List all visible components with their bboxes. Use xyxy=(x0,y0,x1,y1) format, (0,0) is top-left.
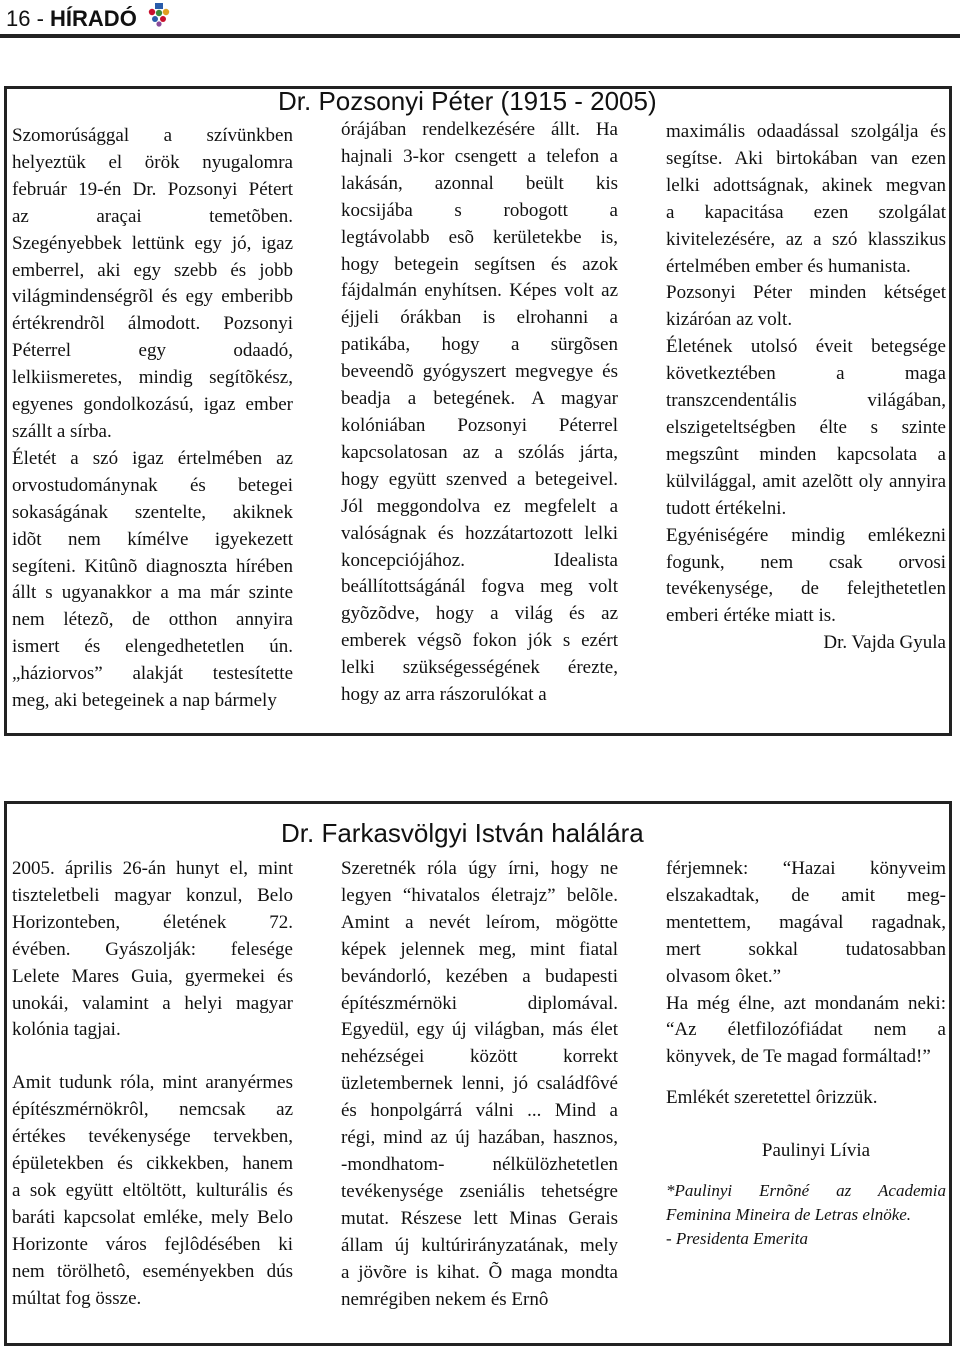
text-line: maximális odaadással szolgálja és xyxy=(666,121,946,142)
text-line: “Az életfilozófiádat nem a xyxy=(666,1019,946,1041)
text-line: kolóniában Pozsonyi Péterrel xyxy=(341,414,618,436)
text-line: emberrel, aki egy szebb és jobb xyxy=(12,259,293,281)
text-line: beadja a betegének. A magyar xyxy=(341,388,618,410)
text-line: Egyéniségére mindig emlékezni xyxy=(666,524,946,546)
text-line: hajnali 3-kor csengett a telefon a xyxy=(341,145,618,167)
text-line: Jól meggondolva ez megfelelt a xyxy=(341,495,618,517)
text-line: nehézségei között korrekt xyxy=(341,1046,618,1068)
text-line: Amint a nevét leírom, mögötte xyxy=(341,911,618,933)
article-title-farkasvolgyi: Dr. Farkasvölgyi István halálára xyxy=(281,818,644,848)
text-line: tudott értékelni. xyxy=(666,497,787,519)
text-line: - Presidenta Emerita xyxy=(666,1229,808,1249)
text-line: lakásán, azonnal beült kis xyxy=(341,172,618,194)
text-line: patikába, hogy a sürgõsen xyxy=(341,334,618,356)
text-line: meg, aki betegeinek a nap bármely xyxy=(12,690,277,712)
text-line: és honpolgárrá válni ... Mind a xyxy=(341,1100,618,1122)
text-line: transzcendentális világában, xyxy=(666,390,946,412)
article1-signature: Dr. Vajda Gyula xyxy=(823,632,946,654)
section-title: HÍRADÓ xyxy=(50,6,137,31)
article2-signature: Paulinyi Lívia xyxy=(761,1140,871,1162)
page-header xyxy=(0,0,960,40)
text-line: világmindenségrõl és egy emberibb xyxy=(12,286,293,308)
text-line: Szomorúsággal a szívünkben xyxy=(12,125,293,146)
text-line: koncepciójához. Idealista xyxy=(341,549,618,571)
text-line: fogunk, nem csak orvosi xyxy=(666,551,946,573)
text-line: hogy együtt szenved a betegeivel. xyxy=(341,468,618,490)
text-line: elszigeteltségben élte s szinte xyxy=(666,416,946,438)
hungarian-emblem-icon xyxy=(148,3,170,27)
text-line: orvostudománynak és betegei xyxy=(12,474,293,496)
text-line: kizáróan az volt. xyxy=(666,309,793,331)
text-line: gyõzõdve, hogy a világ és az xyxy=(341,603,618,625)
page-number: 16 - xyxy=(6,6,51,31)
text-line: képek jelennek meg, mint fiatal xyxy=(341,938,618,960)
article1-column-2 xyxy=(341,117,618,709)
text-line: ismert és elengedhetetlen ún. xyxy=(12,636,293,658)
text-line: emberek végsõ fokon jók s ezért xyxy=(341,630,618,652)
article2-column-3 xyxy=(666,856,946,1251)
text-line: tevékenysége, de felejthetetlen xyxy=(666,578,946,600)
text-line: értékes tevékenysége tervekben, xyxy=(12,1126,293,1148)
text-line: hogy az arra rászorulókat a xyxy=(341,684,547,706)
text-line: -mondhatom- nélkülözhetetlen xyxy=(341,1153,618,1175)
text-line: mutat. Részese lett Minas Gerais xyxy=(341,1207,618,1229)
text-line: Szegényebbek lettünk egy jó, igaz xyxy=(12,232,293,254)
text-line: lelki szükségességének érezte, xyxy=(341,657,618,679)
text-line: múltat fog össze. xyxy=(12,1287,142,1309)
text-line: valóságnak és hozzátartozott lelki xyxy=(341,522,618,544)
text-line: megszûnt minden kapcsolata a xyxy=(666,443,946,465)
text-line: lelkiismeretes, mindig segítõkész, xyxy=(12,367,293,389)
text-line: Pozsonyi Péter minden kétséget xyxy=(666,282,946,304)
text-line: tevékenysége zseniális tehetségre xyxy=(341,1180,618,1202)
text-line: üzletembernek lenni, jó családfôvé xyxy=(341,1073,618,1095)
text-line: építészmérnöki diplomával. xyxy=(341,992,618,1014)
text-line: állam új kultúrirányzatának, mely xyxy=(341,1234,618,1256)
text-line: legtávolabb esõ kerületekbe is, xyxy=(341,226,618,248)
text-line: idõt nem kímélve igyekezett xyxy=(12,528,293,550)
text-line: Horizonte város fejlôdésében ki xyxy=(12,1233,293,1255)
text-line: épületekben és cikkekben, hanem xyxy=(12,1153,293,1175)
text-line: a kapacitása ezen szolgálat xyxy=(666,201,946,223)
text-line: bevándorló, kezében a budapesti xyxy=(341,965,618,987)
article2-column-1 xyxy=(12,856,293,1313)
text-line: nem törölhetô, eseményekben dús xyxy=(12,1260,293,1282)
text-line: Egyedül, egy új világban, más élet xyxy=(341,1019,618,1041)
text-line: Életének utolsó éveit betegsége xyxy=(666,336,946,358)
text-line: „háziorvos” alakját testesítette xyxy=(12,663,293,685)
text-line: a jövõre is kihat. Õ maga mondta xyxy=(341,1261,618,1283)
text-line: külvilággal, amit azelõtt oly annyira xyxy=(666,470,946,492)
text-line: Ha még élne, azt mondanám neki: xyxy=(666,992,946,1014)
text-line: az araçai temetõben. xyxy=(12,205,293,227)
text-line: könyvek, de Te magad formáltad!” xyxy=(666,1046,931,1068)
text-line: szállt a sírba. xyxy=(12,420,112,442)
text-line: éjjeli órákban is elrohanni a xyxy=(341,307,618,329)
text-line: Lelete Mares Guia, gyermekei és xyxy=(12,965,293,987)
text-line: 2005. április 26-án hunyt el, mint xyxy=(12,858,293,879)
text-line: fájdalmán enyhítsen. Képes volt az xyxy=(341,280,618,302)
text-line: nem létezõ, de otthon annyira xyxy=(12,609,293,631)
text-line: *Paulinyi Ernõné az Academia xyxy=(666,1181,946,1201)
text-line: Életét a szó igaz értelmében az xyxy=(12,447,293,469)
text-line: kolónia tagjai. xyxy=(12,1019,121,1041)
text-line: unokái, valamint a helyi magyar xyxy=(12,992,293,1014)
text-line: férjemnek: “Hazai könyveim xyxy=(666,858,946,879)
text-line: beállítottságánál fogva meg volt xyxy=(341,576,618,598)
text-line: évében. Gyászolják: felesége xyxy=(12,938,293,960)
text-line: állt s ugyanakkor a ma már szinte xyxy=(12,582,293,604)
text-line: mentettem, magával ragadnak, xyxy=(666,911,946,933)
text-line: lelki adottságnak, akinek megvan xyxy=(666,174,946,196)
text-line: kivitelezésére, az a szó klasszikus xyxy=(666,228,946,250)
text-line: sokaságának szentelte, akiknek xyxy=(12,501,293,523)
text-line: egyenes gondolkozású, igaz ember xyxy=(12,394,293,416)
text-line: beveendõ gyógyszert megvegye és xyxy=(341,361,618,383)
text-line: baráti kapcsolat emléke, mely Belo xyxy=(12,1206,293,1228)
article-title-pozsonyi: Dr. Pozsonyi Péter (1915 - 2005) xyxy=(278,86,657,116)
text-line: segíteni. Kitûnõ diagnoszta hírében xyxy=(12,555,293,577)
text-line: következtében a maga xyxy=(666,363,946,385)
text-line: Amit tudunk róla, mint aranyérmes xyxy=(12,1072,293,1094)
text-line: órájában rendelkezésére állt. Ha xyxy=(341,119,618,140)
text-line: hogy betegein segítsen és azok xyxy=(341,253,618,275)
text-line: Feminina Mineira de Letras elnöke. xyxy=(666,1205,912,1225)
text-line: kocsijába s robogott a xyxy=(341,199,618,221)
text-line: emberi értéke miatt is. xyxy=(666,605,836,627)
article1-column-1 xyxy=(12,123,293,715)
text-line: legyen “hivatalos életrajz” belõle. xyxy=(341,884,618,906)
text-line: Péterrel egy odaadó, xyxy=(12,340,293,362)
article2-column-2 xyxy=(341,856,618,1313)
text-line: a sok együtt eltöltött, kulturális és xyxy=(12,1179,293,1201)
text-line: kapcsolatosan az a szólás járta, xyxy=(341,441,618,463)
header-divider xyxy=(0,34,960,38)
text-line: Horizonteben, életének 72. xyxy=(12,911,293,933)
text-line: mert sokkal tudatosabban xyxy=(666,938,946,960)
text-line: régi, mind az új hazában, hasznos, xyxy=(341,1127,618,1149)
text-line: olvasom ôket.” xyxy=(666,965,782,987)
header-text xyxy=(6,6,137,32)
text-line: helyeztük el örök nyugalomra xyxy=(12,151,293,173)
text-line: értékrendrõl álmodott. Pozsonyi xyxy=(12,313,293,335)
text-line: tiszteletbeli magyar konzul, Belo xyxy=(12,884,293,906)
text-line: értelmében ember és humanista. xyxy=(666,255,911,277)
text-line: építészmérnökrôl, nemcsak az xyxy=(12,1099,293,1121)
article2-closing: Emlékét szeretettel ôrizzük. xyxy=(666,1087,878,1109)
article1-column-3 xyxy=(666,119,946,657)
text-line: segítse. Aki birtokában van ezen xyxy=(666,147,946,169)
text-line: február 19-én Dr. Pozsonyi Pétert xyxy=(12,178,293,200)
text-line: elszakadtak, de amit meg- xyxy=(666,884,946,906)
text-line: nemrégiben nekem és Ernô xyxy=(341,1288,549,1310)
text-line: Szeretnék róla úgy írni, hogy ne xyxy=(341,858,618,879)
